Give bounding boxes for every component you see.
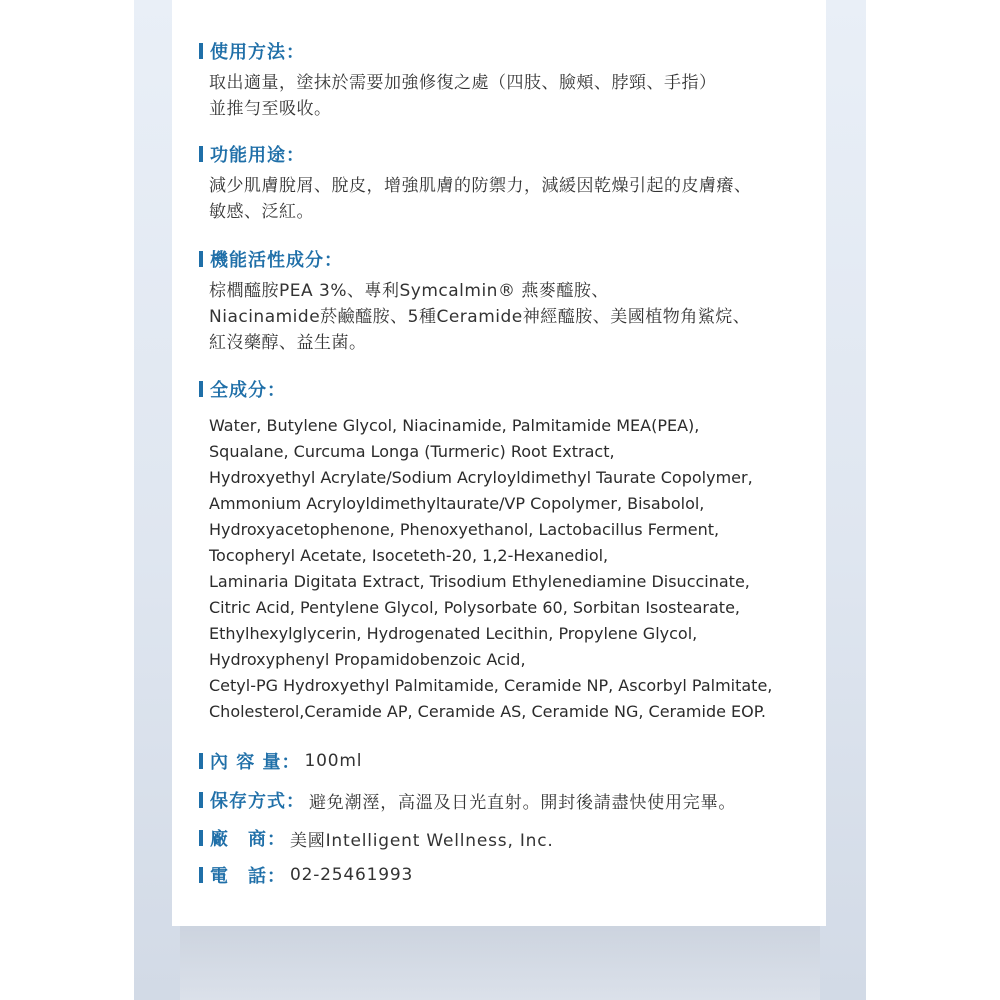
ingredients-line: Laminaria Digitata Extract, Trisodium Ethylenediamine Disuccinate, [209, 572, 750, 591]
usage-line: 取出適量，塗抹於需要加強修復之處（四肢、臉頰、脖頸、手指） [209, 73, 717, 93]
ingredients-line: Ammonium Acryloyldimethyltaurate/VP Copolymer, Bisabolol, [209, 494, 705, 513]
manufacturer-label: 廠 商： [210, 829, 286, 850]
heading-bar [199, 251, 203, 267]
heading-bar [199, 43, 203, 59]
storage-row [199, 787, 809, 813]
usage-heading-text: 使用方法： [210, 42, 305, 63]
usage-text [199, 70, 809, 122]
active-line: 棕櫚醯胺PEA 3%、專利Symcalmin® 燕麥醯胺、 [209, 281, 609, 301]
ingredients-text [199, 413, 809, 725]
active-line: Niacinamide菸鹼醯胺、5種Ceramide神經醯胺、美國植物角鯊烷、 [209, 307, 751, 327]
function-heading [199, 141, 809, 167]
active-text [199, 278, 809, 356]
active-line: 紅沒藥醇、益生菌。 [209, 333, 367, 353]
storage-label: 保存方式： [210, 791, 305, 812]
ingredients-section [199, 376, 809, 725]
ingredients-heading [199, 376, 809, 402]
function-section [199, 141, 809, 225]
ingredients-line: Squalane, Curcuma Longa (Turmeric) Root Extract, [209, 442, 615, 461]
heading-bar [199, 830, 203, 846]
ingredients-line: Cetyl-PG Hydroxyethyl Palmitamide, Ceramide NP, Ascorbyl Palmitate, [209, 676, 773, 695]
active-section [199, 246, 809, 356]
ingredients-line: Hydroxyphenyl Propamidobenzoic Acid, [209, 650, 526, 669]
ingredients-line: Cholesterol,Ceramide AP, Ceramide AS, Ceramide NG, Ceramide EOP. [209, 702, 766, 721]
usage-line: 並推勻至吸收。 [209, 99, 332, 119]
ingredients-line: Water, Butylene Glycol, Niacinamide, Palmitamide MEA(PEA), [209, 416, 700, 435]
usage-section [199, 38, 809, 122]
active-heading [199, 246, 809, 272]
volume-value: 100ml [304, 751, 363, 771]
heading-bar [199, 792, 203, 808]
function-heading-text: 功能用途： [210, 145, 305, 166]
storage-value: 避免潮溼，高溫及日光直射。開封後請盡快使用完畢。 [309, 792, 737, 813]
heading-bar [199, 753, 203, 769]
heading-bar [199, 381, 203, 397]
function-text [199, 173, 809, 225]
phone-label: 電 話： [210, 866, 286, 887]
function-line: 敏感、泛紅。 [209, 202, 314, 222]
volume-row [199, 748, 809, 774]
manufacturer-value: 美國Intelligent Wellness, Inc. [290, 830, 554, 851]
function-line: 減少肌膚脫屑、脫皮，增強肌膚的防禦力，減緩因乾燥引起的皮膚癢、 [209, 176, 752, 196]
ingredients-line: Hydroxyacetophenone, Phenoxyethanol, Lactobacillus Ferment, [209, 520, 720, 539]
manufacturer-row [199, 825, 809, 851]
volume-label: 內 容 量： [210, 752, 301, 773]
ingredients-line: Citric Acid, Pentylene Glycol, Polysorbate 60, Sorbitan Isostearate, [209, 598, 741, 617]
ingredients-line: Hydroxyethyl Acrylate/Sodium Acryloyldimethyl Taurate Copolymer, [209, 468, 753, 487]
card-shadow [180, 926, 820, 1000]
active-heading-text: 機能活性成分： [210, 250, 343, 271]
ingredients-line: Ethylhexylglycerin, Hydrogenated Lecithin, Propylene Glycol, [209, 624, 698, 643]
phone-row [199, 862, 809, 888]
ingredients-line: Tocopheryl Acetate, Isoceteth-20, 1,2-Hexanediol, [209, 546, 609, 565]
usage-heading [199, 38, 809, 64]
phone-value: 02-25461993 [290, 865, 414, 885]
ingredients-heading-text: 全成分： [210, 380, 286, 401]
heading-bar [199, 146, 203, 162]
heading-bar [199, 867, 203, 883]
